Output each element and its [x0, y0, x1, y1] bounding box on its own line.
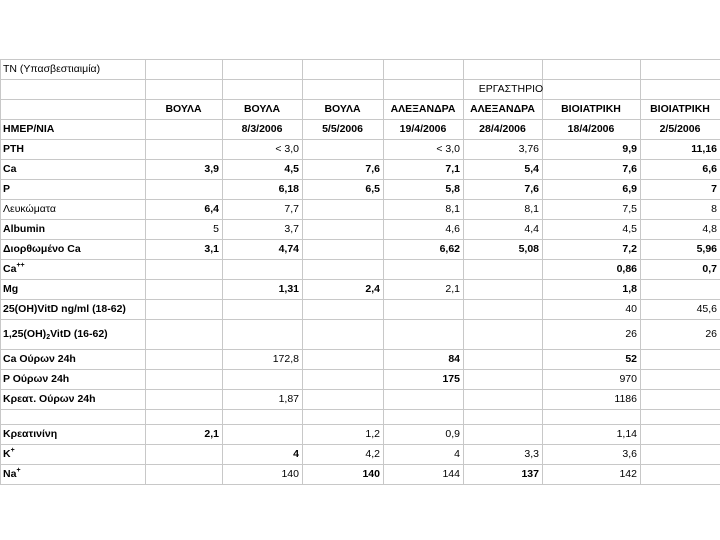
value-cell: 4,6	[445, 223, 460, 235]
row-label-text: K	[3, 448, 11, 460]
value-cell: 175	[442, 373, 460, 385]
value-cell: 7	[711, 183, 717, 195]
value-cell: 0,7	[702, 263, 717, 275]
value-cell: 1,31	[278, 283, 299, 295]
value-cell: 5	[213, 223, 219, 235]
value-cell: 4,74	[278, 243, 299, 255]
value-cell: 8,1	[524, 203, 539, 215]
value-cell: 3,76	[518, 143, 539, 155]
value-cell: 4,4	[524, 223, 539, 235]
value-cell: 1,87	[278, 393, 299, 405]
value-cell: 84	[448, 353, 460, 365]
row-label-text: Mg	[3, 283, 19, 295]
grid-row-line	[0, 409, 720, 410]
row-label-text: Κρεατ. Ούρων 24h	[3, 393, 96, 405]
lab-group-header: ΕΡΓΑΣΤΗΡΙΟ	[478, 83, 544, 95]
value-cell: 1186	[614, 393, 637, 405]
value-cell: 3,3	[524, 448, 539, 460]
value-cell: < 3,0	[436, 143, 460, 155]
spreadsheet-table	[0, 59, 720, 484]
row-label	[0, 369, 300, 389]
row-label-superscript: +	[16, 467, 21, 474]
lab-name-header: ΒΟΥΛΑ	[324, 103, 361, 115]
value-cell: 6,6	[702, 163, 717, 175]
value-cell: 142	[619, 468, 637, 480]
value-cell: < 3,0	[275, 143, 299, 155]
date-cell: 5/5/2006	[322, 123, 363, 135]
value-cell: 144	[442, 468, 460, 480]
row-label-text: P Ούρων 24h	[3, 373, 70, 385]
value-cell: 2,1	[445, 283, 460, 295]
value-cell: 40	[625, 303, 637, 315]
value-cell: 1,14	[616, 428, 637, 440]
value-cell: 8,1	[445, 203, 460, 215]
value-cell: 45,6	[696, 303, 717, 315]
row-label	[0, 319, 300, 349]
value-cell: 0,86	[616, 263, 637, 275]
value-cell: 4	[293, 448, 299, 460]
value-cell: 52	[625, 353, 637, 365]
row-label-text: Ca	[3, 263, 17, 275]
value-cell: 6,62	[439, 243, 460, 255]
value-cell: 1,2	[365, 428, 380, 440]
value-cell: 7,6	[622, 163, 637, 175]
value-cell: 26	[625, 328, 637, 340]
value-cell: 3,9	[204, 163, 219, 175]
date-cell: 8/3/2006	[241, 123, 283, 135]
value-cell: 4,2	[365, 448, 380, 460]
value-cell: 5,96	[696, 243, 717, 255]
row-label-text: Ca Ούρων 24h	[3, 353, 76, 365]
value-cell: 6,9	[622, 183, 637, 195]
row-label-subscript: 2	[46, 334, 51, 341]
lab-name-header: ΒΙΟΙΑΤΡΙΚΗ	[650, 103, 710, 115]
value-cell: 1,8	[622, 283, 637, 295]
value-cell: 5,8	[445, 183, 460, 195]
row-label-text: Na	[3, 468, 17, 480]
lab-name-header: ΒΟΥΛΑ	[165, 103, 202, 115]
date-cell: 28/4/2006	[479, 123, 526, 135]
date-cell: 18/4/2006	[567, 123, 615, 135]
value-cell: 970	[619, 373, 637, 385]
value-cell: 7,6	[365, 163, 380, 175]
value-cell: 2,1	[204, 428, 219, 440]
value-cell: 6,5	[365, 183, 380, 195]
value-cell: 140	[362, 468, 380, 480]
row-label	[0, 299, 300, 319]
row-label-text: Λευκώματα	[3, 203, 56, 215]
row-label-text: Διορθωμένο Ca	[3, 243, 81, 255]
row-label-superscript: ++	[16, 262, 25, 269]
value-cell: 137	[521, 468, 539, 480]
value-cell: 4,8	[702, 223, 717, 235]
sheet-title: TN (Υπασβεστιαιμία)	[3, 63, 101, 75]
value-cell: 5,4	[524, 163, 539, 175]
value-cell: 140	[281, 468, 299, 480]
date-cell: 2/5/2006	[659, 123, 701, 135]
row-label-text: Albumin	[3, 223, 45, 235]
value-cell: 7,5	[622, 203, 637, 215]
row-label-text: 1,25(OH)	[3, 328, 47, 340]
lab-name-header: ΑΛΕΞΑΝΔΡΑ	[470, 103, 535, 115]
value-cell: 4,5	[284, 163, 299, 175]
lab-name-header: ΑΛΕΞΑΝΔΡΑ	[390, 103, 456, 115]
value-cell: 8	[711, 203, 717, 215]
value-cell: 7,1	[445, 163, 460, 175]
date-cell: 19/4/2006	[399, 123, 447, 135]
value-cell: 3,6	[622, 448, 637, 460]
value-cell: 4	[454, 448, 460, 460]
row-label-text: 25(OH)VitD ng/ml (18-62)	[3, 303, 126, 315]
value-cell: 172,8	[272, 353, 299, 365]
value-cell: 6,18	[278, 183, 299, 195]
value-cell: 7,7	[284, 203, 299, 215]
value-cell: 26	[705, 328, 717, 340]
value-cell: 6,4	[204, 203, 219, 215]
grid-row-line	[0, 484, 720, 485]
row-label-text: P	[3, 183, 11, 195]
value-cell: 3,7	[284, 223, 299, 235]
row-label	[0, 259, 300, 279]
row-label-text: Κρεατινίνη	[3, 428, 58, 440]
row-label-superscript: +	[10, 447, 15, 454]
value-cell: 7,2	[622, 243, 637, 255]
value-cell: 2,4	[365, 283, 380, 295]
row-label-tail: VitD (16-62)	[50, 328, 108, 340]
lab-name-header: ΒΟΥΛΑ	[243, 103, 281, 115]
value-cell: 5,08	[518, 243, 539, 255]
value-cell: 9,9	[622, 143, 637, 155]
value-cell: 3,1	[204, 243, 219, 255]
value-cell: 11,16	[691, 143, 717, 155]
row-label-text: PTH	[3, 143, 24, 155]
row-label-text: Ca	[3, 163, 17, 175]
date-row-label: ΗΜΕΡ/ΝΙΑ	[3, 123, 55, 135]
lab-name-header: ΒΙΟΙΑΤΡΙΚΗ	[561, 103, 621, 115]
value-cell: 4,5	[622, 223, 637, 235]
value-cell: 0,9	[445, 428, 460, 440]
value-cell: 7,6	[524, 183, 539, 195]
